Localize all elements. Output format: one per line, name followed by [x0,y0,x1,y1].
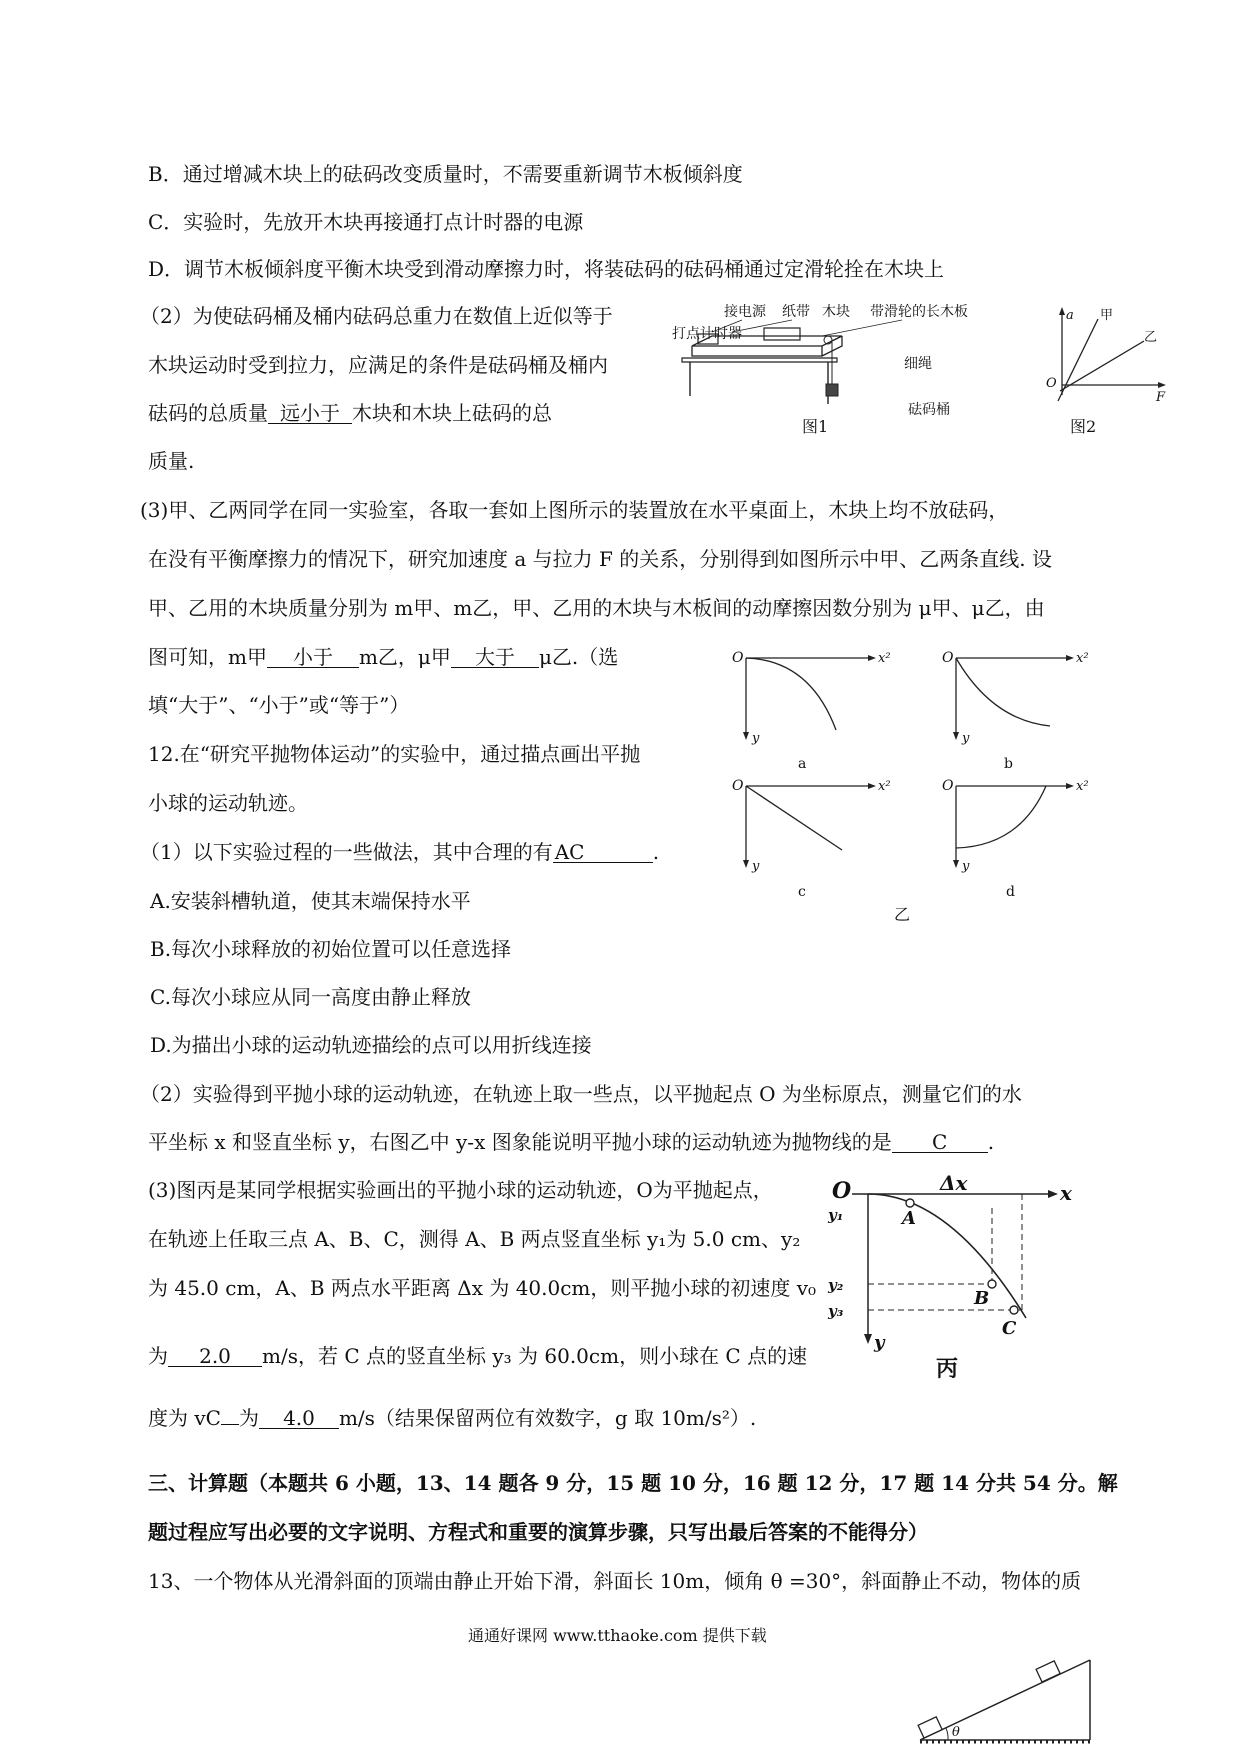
fig2-caption: 图2 [1070,417,1097,436]
footer: 通通好课网 www.tthaoke.com 提供下载 [468,1626,767,1645]
bing-point-b [988,1280,996,1288]
bing-caption: 丙 [936,1356,959,1382]
svg-text:y₁: y₁ [828,1206,844,1224]
q12-option-a: A.安装斜槽轨道，使其末端保持水平 [150,889,471,913]
svg-text:y: y [962,731,970,746]
fig1-label-timer: 打点计时器 [672,326,742,342]
fig2-origin: O [1046,376,1057,391]
fig1-label-bucket: 砝码桶 [908,402,950,418]
svg-text:y: y [962,859,970,874]
q12-option-c: C.每次小球应从同一高度由静止释放 [150,985,471,1009]
q12-part2-line1: （2）实验得到平抛小球的运动轨迹，在轨迹上取一些点，以平抛起点 O 为坐标原点，测量它们的水 [140,1082,1022,1106]
q12-part1-answer: AC [553,842,653,863]
fig2-axis-a: a [1066,308,1074,323]
svg-text:O: O [732,778,744,794]
q12-part3-answer2: 4.0 [259,1408,339,1429]
figure-incline [910,1644,1100,1744]
figure-2-graph [1040,305,1170,440]
fig-yi-caption: 乙 [894,905,911,924]
fig1-label-board: 带滑轮的长木板 [870,304,968,320]
graph-d [942,778,1089,900]
graph-c [732,778,891,900]
q11-part3-answer2: 大于 [451,647,539,668]
svg-text:O: O [942,650,954,666]
q11-part3-line4: 图可知，m甲 小于 m乙，μ甲 大于 μ乙.（选 [148,645,619,669]
q12-line2: 小球的运动轨迹。 [148,791,308,815]
fig2-label-yi: 乙 [1144,330,1158,345]
svg-text:B: B [974,1288,990,1309]
bing-delta-x: Δx [940,1171,968,1195]
fig2-label-jia: 甲 [1100,308,1114,323]
svg-text:O: O [942,778,954,794]
q12-part3-answer1: 2.0 [168,1346,262,1367]
svg-text:C: C [1002,1318,1017,1339]
q12-part3-line2: 在轨迹上任取三点 A、B、C，测得 A、B 两点竖直坐标 y₁为 5.0 cm、y₂ [148,1227,801,1251]
q11-option-b: B．通过增减木块上的砝码改变质量时，不需要重新调节木板倾斜度 [148,162,743,186]
q12-part2-answer: C [892,1132,988,1153]
q13-text: 13、一个物体从光滑斜面的顶端由静止开始下滑，斜面长 10m，倾角 θ =30°，斜面静止不动，物体的质 [148,1569,1082,1593]
q11-part2-answer: 远小于 [268,403,352,424]
svg-text:y: y [752,859,760,874]
fig1-label-power: 接电源 [724,304,766,320]
svg-text:x²: x² [878,651,891,666]
svg-text:y₂: y₂ [828,1276,844,1294]
q12-part3-line4: 为 2.0 m/s，若 C 点的竖直坐标 y₃ 为 60.0cm，则小球在 C 点的速 [148,1344,808,1368]
fig1-label-block: 木块 [822,304,850,320]
bing-axis-y: y [874,1332,885,1353]
q12-option-d: D.为描出小球的运动轨迹描绘的点可以用折线连接 [150,1033,592,1057]
graph-d-label: d [1006,884,1015,900]
q11-part2-line2: 木块运动时受到拉力，应满足的条件是砝码桶及桶内 [148,353,608,377]
q12-option-b: B.每次小球释放的初始位置可以任意选择 [150,937,512,961]
q11-part3-line3: 甲、乙用的木块质量分别为 m甲、m乙，甲、乙用的木块与木板间的动摩擦因数分别为 μ甲、μ乙，由 [148,596,1045,620]
graph-a-label: a [798,756,807,772]
figure-bing-trajectory [818,1171,1078,1398]
fig1-caption: 图1 [802,417,829,436]
q11-part2-line1: （2）为使砝码桶及桶内砝码总重力在数值上近似等于 [140,304,613,328]
q12-part3-line5: 度为 vC 为 4.0 m/s（结果保留两位有效数字，g 取 10m/s²）. [148,1406,757,1430]
q11-part3-answer1: 小于 [267,647,359,668]
graph-c-label: c [798,884,806,900]
svg-text:O: O [732,650,744,666]
figure-yi-graphs [730,650,1090,940]
section3-heading-line2: 题过程应写出必要的文字说明、方程式和重要的演算步骤，只写出最后答案的不能得分） [148,1520,928,1544]
svg-text:y₃: y₃ [828,1302,844,1320]
figure-1-apparatus [672,300,992,440]
q11-part2-line4: 质量. [148,449,195,473]
q12-line1: 12.在“研究平抛物体运动”的实验中，通过描点画出平抛 [148,742,641,766]
q12-part1: （1）以下实验过程的一些做法，其中合理的有 AC . [140,840,660,864]
incline-angle: θ [952,1725,960,1740]
q11-part3-line5: 填“大于”、“小于”或“等于”） [148,693,410,717]
fig1-label-string: 细绳 [904,356,932,372]
bing-origin: O [832,1178,852,1204]
graph-a [732,650,891,772]
svg-text:x²: x² [1076,779,1089,794]
graph-b-label: b [1004,756,1013,772]
fig1-label-tape: 纸带 [782,304,810,320]
q11-part2-line3: 砝码的总质量 远小于 木块和木块上砝码的总 [148,401,552,425]
svg-text:x²: x² [878,779,891,794]
graph-b [942,650,1089,772]
bing-point-a [906,1199,914,1207]
q12-part3-line3: 为 45.0 cm，A、B 两点水平距离 Δx 为 40.0cm，则平抛小球的初速度 v₀ [148,1276,817,1300]
fig2-axis-f: F [1156,390,1166,405]
q12-part3-line1: (3)图丙是某同学根据实验画出的平抛小球的运动轨迹，O为平抛起点， [148,1178,773,1202]
bing-point-c [1010,1306,1018,1314]
q11-option-d: D．调节木板倾斜度平衡木块受到滑动摩擦力时，将装砝码的砝码桶通过定滑轮拴在木块上 [148,257,945,281]
svg-text:A: A [902,1208,916,1229]
q11-option-c: C．实验时，先放开木块再接通打点计时器的电源 [148,210,584,234]
q12-part2-line2: 平坐标 x 和竖直坐标 y，右图乙中 y-x 图象能说明平抛小球的运动轨迹为抛物线的是 C . [148,1130,995,1154]
svg-text:y: y [752,731,760,746]
section3-heading-line1: 三、计算题（本题共 6 小题，13、14 题各 9 分，15 题 10 分，16 题 12 分，17 题 14 分共 54 分。解 [148,1471,1118,1495]
svg-text:x²: x² [1076,651,1089,666]
bing-axis-x: x [1060,1181,1072,1205]
q11-part3-line1: (3)甲、乙两同学在同一实验室，各取一套如上图所示的装置放在水平桌面上，木块上均不放砝码， [140,498,1009,522]
fig2-line-yi [1060,341,1144,391]
q11-part3-line2: 在没有平衡摩擦力的情况下，研究加速度 a 与拉力 F 的关系，分别得到如图所示中甲、乙两条直线. 设 [148,547,1052,571]
